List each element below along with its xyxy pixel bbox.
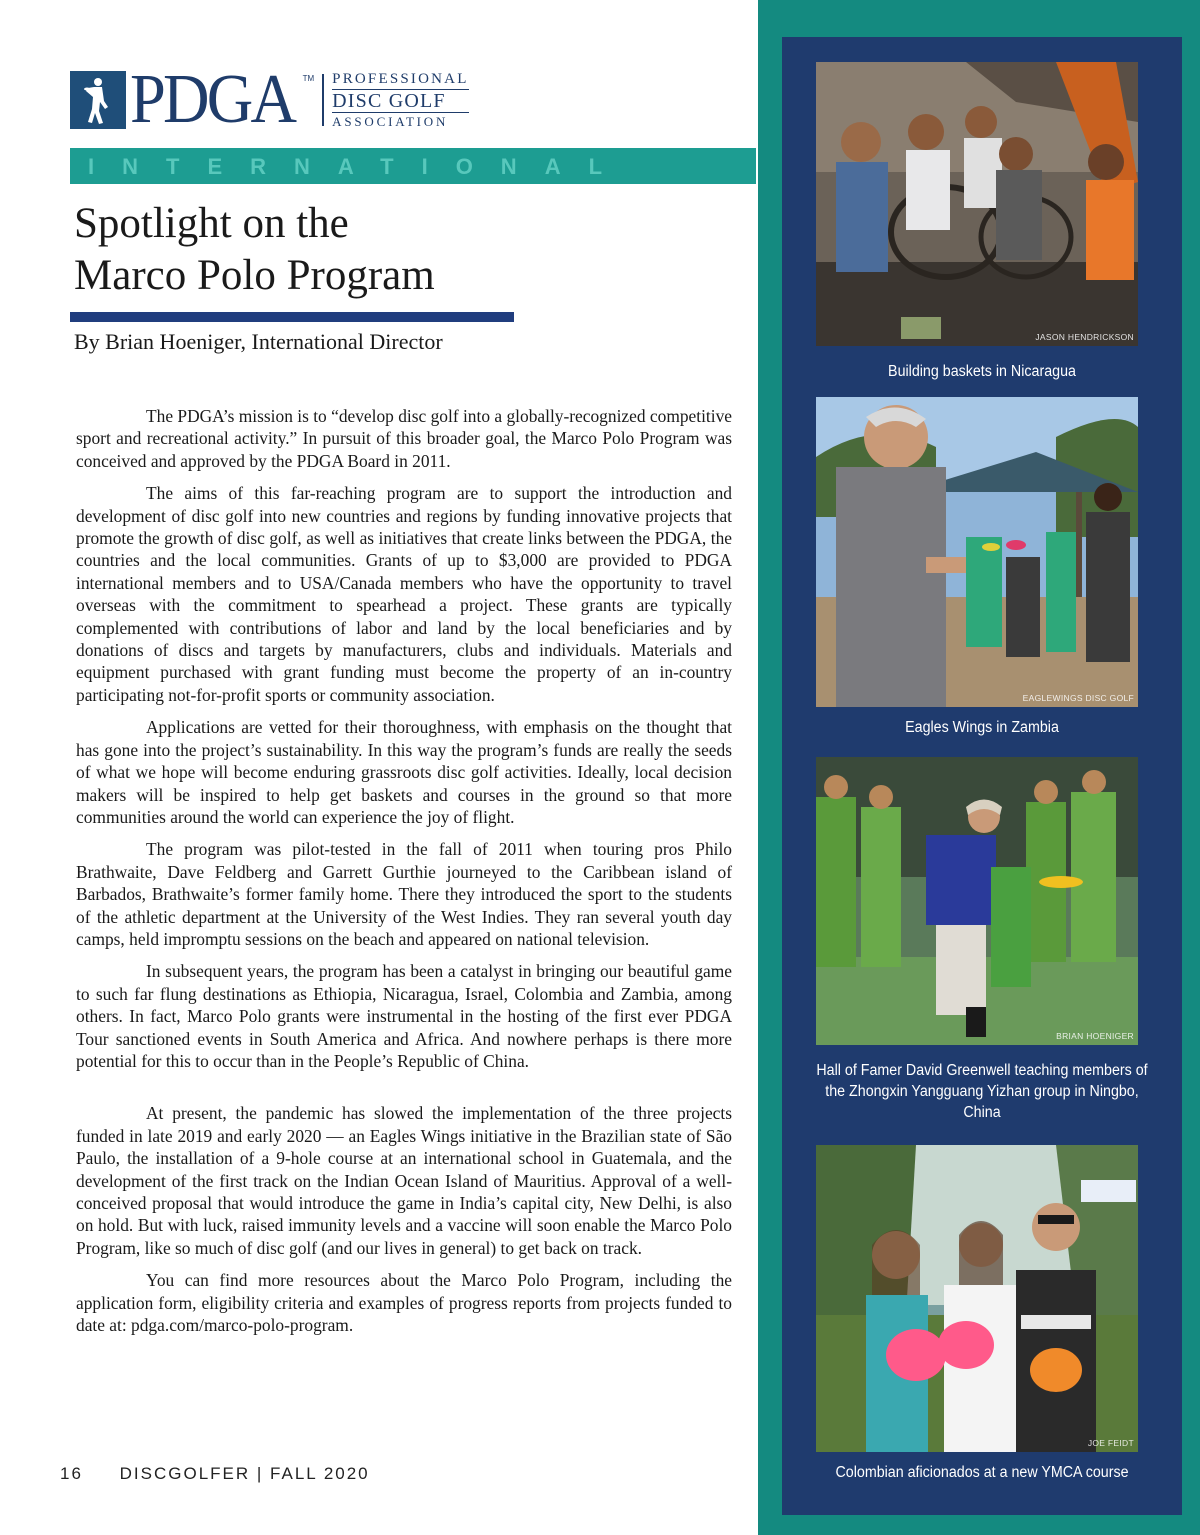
logo-wordmark [332, 72, 468, 128]
headline-line-1: Spotlight on the [74, 200, 349, 247]
photo-caption: Building baskets in Nicaragua [888, 363, 1076, 380]
photo-credit: BRIAN HOENIGER [1056, 1031, 1134, 1041]
logo-trademark: TM [302, 74, 315, 83]
logo-letters: PDGA [130, 61, 295, 138]
article-paragraph: The program was pilot-tested in the fall of 2011 when touring pros Philo Brathwaite, Dave Feldberg and Garrett Gurthie journeyed to the Caribbean island of Barbados, Brathwaite’s former family home. There they introduced the sport to the students of the athletic department at the University of the West Indies. They ran several youth day camps, held impromptu sessions on the beach and appeared on national television. [76, 839, 732, 949]
logo-word-disc-golf: DISC GOLF [332, 89, 468, 113]
pdga-logo [70, 61, 469, 138]
photo-building-baskets [816, 62, 1138, 346]
page-footer [60, 1464, 370, 1484]
section-band [70, 148, 756, 184]
logo-word-association: ASSOCIATION [332, 114, 449, 129]
photo-ningbo-china [816, 757, 1138, 1045]
photo-credit: JOE FEIDT [1087, 1438, 1134, 1448]
headline-rule [70, 312, 514, 322]
headline-line-2: Marco Polo Program [74, 252, 435, 299]
page-number: 16 [60, 1464, 83, 1483]
photo-caption: Hall of Famer David Greenwell teaching members of the Zhongxin Yangguang Yizhan group in Ningbo, China [816, 1062, 1148, 1121]
article-paragraph: In subsequent years, the program has been a catalyst in bringing our beautiful game to such far flung destinations as Ethiopia, Nicaragua, Israel, Colombia and Zambia, among others. In fact, Marco Polo grants were instrumental in the hosting of the first ever PDGA Tour sanctioned events in South America and Africa. And nowhere perhaps is there more potential for this to occur than in the People’s Republic of China. [76, 961, 732, 1071]
disc-golfer-emblem-icon [70, 71, 126, 129]
article-paragraph: The aims of this far-reaching program are to support the introduction and development of disc golf into new countries and regions by funding innovative projects that promote the growth of disc golf, as well as initiatives that create links between the PDGA, the countries and the local communities. Grants of up to $3,000 are provided to PDGA international members and to USA/Canada members who have the opportunity to travel overseas with the commitment to spearhead a project. These grants are typically complemented with contributions of labor and land by the local beneficiaries and by donations of discs and targets by manufacturers, clubs and individuals. Materials and equipment purchased with grant funding must become the property of an in-country participating not-for-profit sports or community association. [76, 483, 732, 705]
photo-caption: Eagles Wings in Zambia [905, 719, 1059, 736]
publication-name: DISCGOLFER | FALL 2020 [119, 1464, 370, 1483]
byline: By Brian Hoeniger, International Director [74, 329, 443, 354]
logo-word-professional: PROFESSIONAL [332, 71, 469, 87]
photo-caption: Colombian aficionados at a new YMCA course [835, 1464, 1129, 1481]
logo-divider [322, 74, 324, 126]
photo-credit: JASON HENDRICKSON [1035, 332, 1134, 342]
article-body [76, 405, 732, 1336]
section-label: INTERNATIONAL [88, 154, 631, 179]
photo-colombian-aficionados [816, 1145, 1138, 1452]
article-paragraph: At present, the pandemic has slowed the implementation of the three projects funded in late 2019 and early 2020 — an Eagles Wings initiative in the Brazilian state of São Paulo, the installation of a 9-hole course at an international school in Guatemala, and the development of the first track on the Indian Ocean Island of Mauritius. Approval of a well-conceived proposal that would introduce the game in India’s capital city, New Delhi, is also on hold. But with luck, raised immunity levels and a vaccine will soon enable the Marco Polo Program, like so much of disc golf (and our lives in general) to get back on track. [76, 1103, 732, 1258]
article-paragraph: You can find more resources about the Marco Polo Program, including the application form, eligibility criteria and examples of progress reports from projects funded to date at: pdga.com/marco-polo-program. [76, 1270, 732, 1336]
photo-credit: EAGLEWINGS DISC GOLF [1022, 693, 1134, 703]
headline [74, 198, 554, 302]
photo-eagles-wings-zambia [816, 397, 1138, 707]
article-paragraph: The PDGA’s mission is to “develop disc golf into a globally-recognized competitive sport and recreational activity.” In pursuit of this broader goal, the Marco Polo Program was conceived and approved by the PDGA Board in 2011. [76, 406, 732, 471]
article-paragraph: Applications are vetted for their thoroughness, with emphasis on the thought that has gone into the project’s sustainability. In this way the program’s funds are really the seeds of what we hope will become enduring grassroots disc golf activities. Ideally, local decision makers will be inspired to help get baskets and courses in the ground so that more communities around the world can experience the joy of flight. [76, 717, 732, 827]
